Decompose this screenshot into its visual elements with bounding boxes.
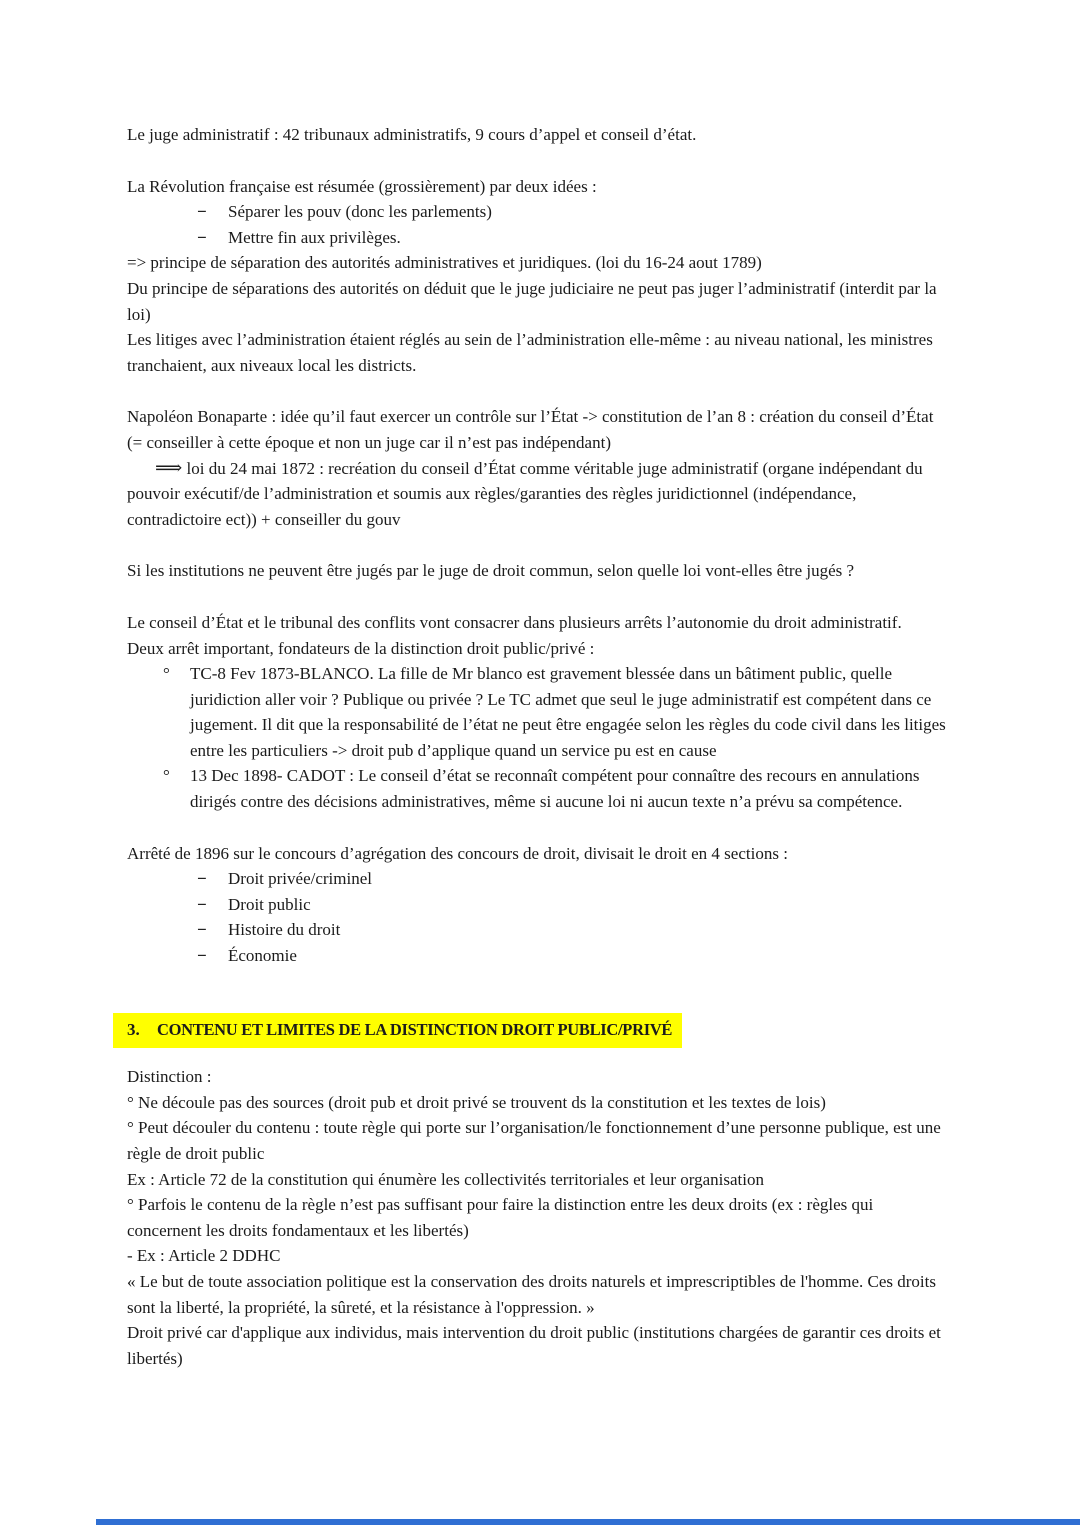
section-heading-3 [113, 1013, 682, 1049]
dash-bullet-icon: − [197, 202, 207, 222]
distinction-line: Ex : Article 72 de la constitution qui énumère les collectivités territoriales et leur organisation [127, 1169, 765, 1189]
degree-bullet-icon: ° [163, 664, 170, 684]
dash-bullet-icon: − [197, 869, 207, 889]
bottom-cutoff-highlight-bar [96, 1519, 1080, 1525]
section-title: CONTENU ET LIMITES DE LA DISTINCTION DROIT PUBLIC/PRIVÉ [157, 1019, 673, 1039]
distinction-quote-ddhc: « Le but de toute association politique est la conservation des droits naturels et imprescriptibles de l'homme. Ces droits sont la liberté, la propriété, la sûreté, et la résistance à l'oppression. » [127, 1271, 936, 1317]
list-item-cadot [163, 763, 950, 814]
paragraph-litiges: Les litiges avec l’administration étaient réglés au sein de l’administration elle-même : au niveau national, les ministres tranchaient, aux niveaux local les districts. [127, 330, 933, 375]
paragraph-question: Si les institutions ne peuvent être jugés par le juge de droit commun, selon quelle loi vont-elles être jugés ? [127, 561, 855, 581]
document-body [127, 122, 950, 1371]
dash-bullet-icon: − [197, 227, 207, 247]
paragraph-distinction-title: Distinction : [127, 1067, 212, 1087]
dash-bullet-icon: − [197, 894, 207, 914]
blank-line [127, 148, 950, 174]
distinction-line: ° Parfois le contenu de la règle n’est pas suffisant pour faire la distinction entre les deux droits (ex : règles qui concernent les droits fondamentaux et les libertés) [127, 1195, 874, 1240]
list-item [197, 199, 950, 225]
paragraph-deux-arrets: Deux arrêt important, fondateurs de la distinction droit public/privé : [127, 638, 595, 658]
distinction-line: Droit privé car d'applique aux individus, mais intervention du droit public (institutions chargées de garantir ces droits et libertés) [127, 1323, 941, 1368]
paragraph-napoleon: Napoléon Bonaparte : idée qu’il faut exercer un contrôle sur l’État -> constitution de l’an 8 : création du conseil d’État (= conseiller à cette époque et non un juge car il n’est pas indépendant) [127, 407, 934, 452]
distinction-line: ° Ne découle pas des sources (droit pub et droit privé se trouvent ds la constitution et les textes de lois) [127, 1092, 826, 1112]
list-item-blanco [163, 661, 950, 763]
list-item-text: 13 Dec 1898- CADOT : Le conseil d’état se reconnaît compétent pour connaître des recours en annulations dirigés contre des décisions administratives, même si aucune loi ni aucun texte n’a prévu sa compétence. [190, 766, 920, 812]
list-item [197, 892, 950, 918]
dash-bullet-icon: − [197, 920, 207, 940]
list-item [197, 917, 950, 943]
paragraph-principe-separation: => principe de séparation des autorités administratives et juridiques. (loi du 16-24 aout 1789) [127, 253, 762, 273]
sections-list [127, 866, 950, 968]
list-item-text: Droit public [228, 894, 311, 914]
paragraph-arrete-1896: Arrêté de 1896 sur le concours d’agrégation des concours de droit, divisait le droit en 4 sections : [127, 843, 788, 863]
blank-line [127, 584, 950, 610]
section-number: 3. [127, 1019, 140, 1039]
distinction-line: ° Peut découler du contenu : toute règle qui porte sur l’organisation/le fonctionnement d’une personne publique, est une règle de droit public [127, 1118, 941, 1163]
paragraph-deduction: Du principe de séparations des autorités on déduit que le juge judiciaire ne peut pas juger l’administratif (interdit par la loi) [127, 278, 937, 324]
arrets-list [127, 661, 950, 815]
revolution-list [127, 199, 950, 250]
paragraph-juge-administratif: Le juge administratif : 42 tribunaux administratifs, 9 cours d’appel et conseil d’état. [127, 125, 697, 144]
blank-line [127, 532, 950, 558]
list-item [197, 225, 950, 251]
list-item [197, 943, 950, 969]
arrow-line-text: loi du 24 mai 1872 : recréation du conseil d’État comme véritable juge administratif (organe indépendant du pouvoir exécutif/de l’administration et soumis aux règles/garanties des règles juridictionnel (indépendance, contradictoire ect)) + conseiller du gouv [127, 458, 923, 529]
dash-bullet-icon: − [197, 946, 207, 966]
blank-line [127, 378, 950, 404]
list-item [197, 866, 950, 892]
paragraph-loi-1872 [127, 456, 950, 533]
list-item-text: Mettre fin aux privilèges. [228, 227, 401, 247]
paragraph-conseil-etat: Le conseil d’État et le tribunal des conflits vont consacrer dans plusieurs arrêts l’autonomie du droit administratif. [127, 612, 902, 632]
list-item-text: Économie [228, 946, 297, 966]
distinction-line: - Ex : Article 2 DDHC [127, 1246, 281, 1266]
list-item-text: Séparer les pouv (donc les parlements) [228, 202, 492, 222]
list-item-text: Histoire du droit [228, 920, 341, 940]
degree-bullet-icon: ° [163, 766, 170, 786]
paragraph-revolution-intro: La Révolution française est résumée (grossièrement) par deux idées : [127, 176, 597, 196]
blank-line [127, 815, 950, 841]
list-item-text: Droit privée/criminel [228, 869, 372, 889]
list-item-text: TC-8 Fev 1873-BLANCO. La fille de Mr blanco est gravement blessée dans un bâtiment public, quelle juridiction aller voir ? Publique ou privée ? Le TC admet que seul le juge administratif est compétent dans ce jugement. Il dit que la responsabilité de l’état ne peut être engagée selon les règles du code civil dans les litiges entre les particuliers -> droit pub d’applique quand un service pu est en cause [190, 664, 946, 760]
double-arrow-icon: ⟹ [155, 457, 183, 479]
